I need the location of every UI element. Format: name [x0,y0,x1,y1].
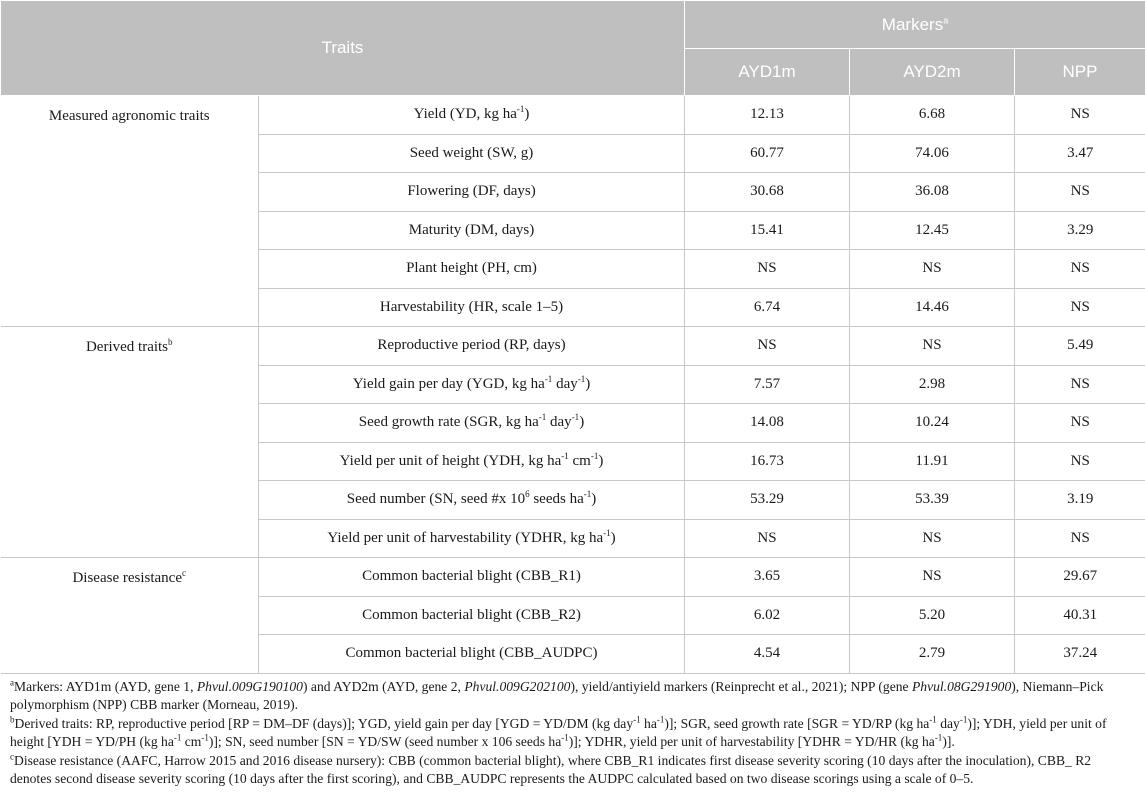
col-header-npp: NPP [1015,49,1145,96]
value-cell: 14.46 [850,288,1015,327]
value-cell: 74.06 [850,134,1015,173]
value-cell: 12.45 [850,211,1015,250]
group-label: Disease resistance$^c$ [1,558,259,674]
trait-cell: Yield per unit of harvestability (YDHR, kg $ha^{-1}$) [259,519,685,558]
value-cell: NS [1015,519,1145,558]
value-cell: 30.68 [685,173,850,212]
value-cell: 3.19 [1015,481,1145,520]
value-cell: 15.41 [685,211,850,250]
value-cell: NS [1015,173,1145,212]
value-cell: NS [1015,404,1145,443]
trait-cell: Reproductive period (RP, days) [259,327,685,366]
group-label: Derived traits$^b$ [1,327,259,558]
value-cell: 16.73 [685,442,850,481]
table-row [1,327,1145,366]
value-cell: NS [850,250,1015,289]
value-cell: 3.29 [1015,211,1145,250]
trait-cell: Common bacterial blight (CBB_R2) [259,596,685,635]
value-cell: 37.24 [1015,635,1145,674]
value-cell: 5.20 [850,596,1015,635]
value-cell: 2.98 [850,365,1015,404]
markers-header: Markers$^a$ [685,1,1145,49]
trait-cell: Plant height (PH, cm) [259,250,685,289]
col-header-ayd2m: AYD2m [850,49,1015,96]
trait-cell: Seed number (SN, seed #x $10^6$ seeds $ha^{-1}$) [259,481,685,520]
value-cell: 10.24 [850,404,1015,443]
value-cell: NS [685,327,850,366]
value-cell: 5.49 [1015,327,1145,366]
value-cell: 6.68 [850,96,1015,135]
value-cell: 7.57 [685,365,850,404]
value-cell: NS [850,519,1015,558]
group-label: Measured agronomic traits [1,96,259,327]
trait-cell: Yield (YD, kg $ha^{-1}$) [259,96,685,135]
value-cell: NS [850,327,1015,366]
footnote-a: $^a$Markers: AYD1m (AYD, gene 1, Phvul.009G190100) and AYD2m (AYD, gene 2, Phvul.009G202100), yield/antiyield markers (Reinprecht et al., 2021); NPP (gene Phvul.08G291900), Niemann–Pick polymorphism (NPP) CBB marker (Morneau, 2019). [10,676,1104,712]
value-cell: NS [1015,96,1145,135]
value-cell: 29.67 [1015,558,1145,597]
table-row [1,558,1145,597]
value-cell: 12.13 [685,96,850,135]
trait-cell: Seed weight (SW, g) [259,134,685,173]
value-cell: 53.39 [850,481,1015,520]
value-cell: 3.65 [685,558,850,597]
trait-cell: Yield gain per day (YGD, kg $ha^{-1}$ day$^{-1}$) [259,365,685,404]
footnote-b: $^b$Derived traits: RP, reproductive period [RP = DM–DF (days)]; YGD, yield gain per day [YGD = YD/DM (kg day$^{-1}$ $ha^{-1}$)]; SGR, seed growth rate [SGR = YD/RP (kg $ha^{-1}$ day$^{-1}$)]; YDH, yield per unit of height [YDH = YD/PH (kg $ha^{-1}$ $cm^{-1}$)]; SN, seed number [SN = YD/SW (seed number x 106 seeds $ha^{-1}$)]; YDHR, yield per unit of harvestability [YDHR = YD/HR (kg $ha^{-1}$)]. [10,713,1107,749]
footnote-c: $^c$Disease resistance (AAFC, Harrow 2015 and 2016 disease nursery): CBB (common bacterial blight), where CBB_R1 indicates first disease severity scoring (10 days after the inoculation), CBB_ R2 denotes second disease severity scoring (10 days after the first scoring), and CBB_AUDPC represents the AUDPC calculated based on two disease scorings using a scale of 0–5. [10,750,1092,786]
value-cell: NS [850,558,1015,597]
value-cell: 11.91 [850,442,1015,481]
value-cell: 40.31 [1015,596,1145,635]
trait-cell: Common bacterial blight (CBB_R1) [259,558,685,597]
trait-cell: Harvestability (HR, scale 1–5) [259,288,685,327]
trait-cell: Common bacterial blight (CBB_AUDPC) [259,635,685,674]
value-cell: 6.02 [685,596,850,635]
value-cell: NS [1015,442,1145,481]
value-cell: NS [685,250,850,289]
value-cell: 6.74 [685,288,850,327]
value-cell: 36.08 [850,173,1015,212]
value-cell: 14.08 [685,404,850,443]
value-cell: 3.47 [1015,134,1145,173]
table-row [1,96,1145,135]
footnotes [0,674,1145,789]
traits-header: Traits [1,1,685,96]
value-cell: NS [685,519,850,558]
value-cell: NS [1015,250,1145,289]
value-cell: 2.79 [850,635,1015,674]
col-header-ayd1m: AYD1m [685,49,850,96]
value-cell: 60.77 [685,134,850,173]
value-cell: NS [1015,288,1145,327]
value-cell: 4.54 [685,635,850,674]
trait-cell: Yield per unit of height (YDH, kg $ha^{-1}$ $cm^{-1}$) [259,442,685,481]
value-cell: NS [1015,365,1145,404]
value-cell: 53.29 [685,481,850,520]
trait-cell: Flowering (DF, days) [259,173,685,212]
trait-cell: Maturity (DM, days) [259,211,685,250]
trait-cell: Seed growth rate (SGR, kg $ha^{-1}$ day$^{-1}$) [259,404,685,443]
